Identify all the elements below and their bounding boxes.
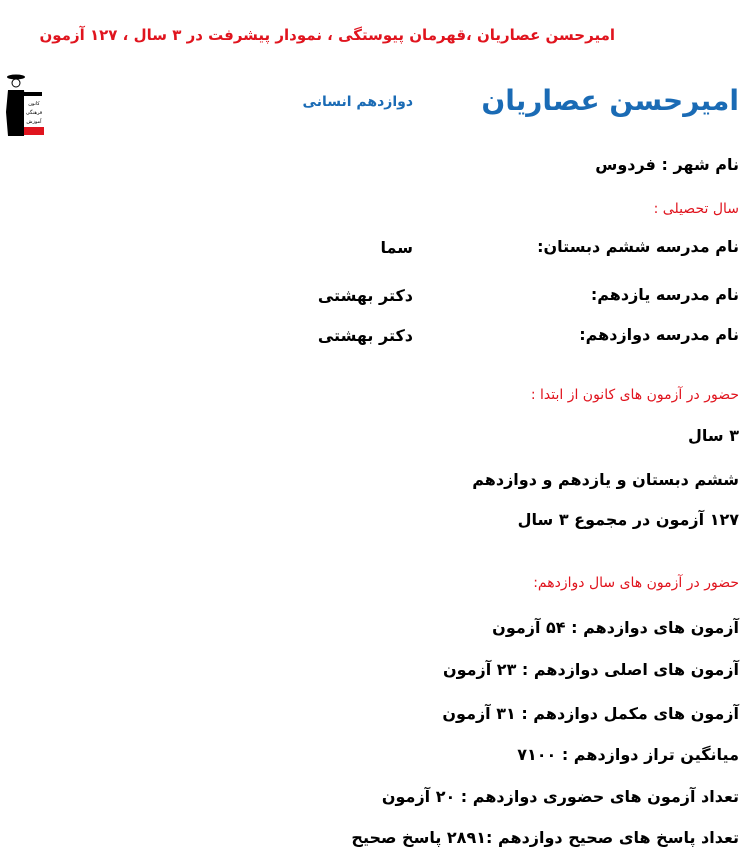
svg-text:آموزش: آموزش	[26, 119, 42, 125]
city: نام شهر : فردوس	[595, 155, 739, 174]
attendance-item: ششم دبستان و یازدهم و دوازدهم	[472, 470, 739, 489]
school-value: دکتر بهشتی	[317, 286, 413, 305]
school-value: سما	[380, 238, 413, 257]
page-title: امیرحسن عصاریان ،قهرمان پیوستگی ، نمودار پیشرفت در ۳ سال ، ۱۲۷ آزمون	[39, 26, 615, 44]
svg-text:کانون: کانون	[28, 101, 40, 107]
attendance-item: ۳ سال	[688, 426, 739, 445]
school-label: نام مدرسه ششم دبستان:	[537, 237, 739, 256]
grade12-item: میانگین تراز دوازدهم : ۷۱۰۰	[517, 745, 739, 764]
svg-text:فرهنگی: فرهنگی	[25, 110, 43, 116]
attendance-item: ۱۲۷ آزمون در مجموع ۳ سال	[517, 510, 739, 529]
student-name: امیرحسن عصاریان	[481, 84, 739, 117]
grade12-item: آزمون های مکمل دوازدهم : ۳۱ آزمون	[442, 704, 739, 723]
attendance-heading: حضور در آزمون های کانون از ابتدا :	[530, 387, 739, 403]
grade12-item: آزمون های دوازدهم : ۵۴ آزمون	[492, 618, 739, 637]
school-label: نام مدرسه یازدهم:	[590, 285, 739, 304]
school-label: نام مدرسه دوازدهم:	[579, 325, 739, 344]
academic-year-heading: سال تحصیلی :	[653, 201, 739, 217]
grade12-item: آزمون های اصلی دوازدهم : ۲۳ آزمون	[442, 660, 739, 679]
student-grade: دوازدهم انسانی	[302, 94, 413, 110]
kanoon-logo	[4, 72, 46, 136]
school-value: دکتر بهشتی	[317, 326, 413, 345]
grade12-item: تعداد آزمون های حضوری دوازدهم : ۲۰ آزمون	[381, 787, 739, 806]
grade12-heading: حضور در آزمون های سال دوازدهم:	[533, 575, 739, 591]
grade12-item: تعداد پاسخ های صحیح دوازدهم :۲۸۹۱ پاسخ صحیح	[351, 828, 739, 847]
